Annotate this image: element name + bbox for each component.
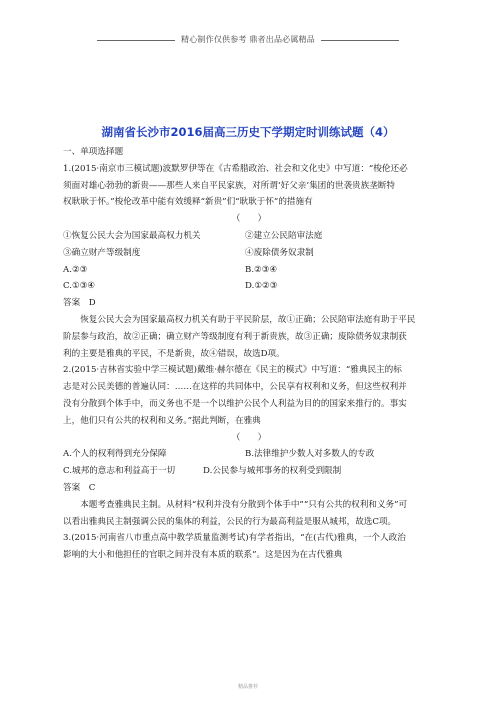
q1-explanation-1: 恢复公民大会为国家最高权力机关有助于平民阶层，故①正确；公民陪审法庭有助于平民 xyxy=(80,314,416,325)
header-text: 精心制作仅供参考 鼎者出品必属精品 xyxy=(181,35,315,44)
q2-choice-a: A.个人的权利得到充分保障 xyxy=(63,449,167,460)
q1-explanation-3: 利的主要是雅典的平民，不是新贵，故④错误，故选D项。 xyxy=(63,348,285,359)
q1-choices-row-1 xyxy=(63,262,435,279)
page-header xyxy=(0,34,496,45)
q1-line-3: 权耿耿于怀。”梭伦改革中能有效缓释“新贵”们“耿耿于怀”的措施有 xyxy=(63,197,313,208)
q2-choices-row-2 xyxy=(63,463,435,480)
q1-line-2: 须面对雄心勃勃的新贵——那些人来自平民家族，对所谓‘好父亲’集团的世袭贵族垄断特 xyxy=(63,180,396,191)
q1-choice-b: B.②③④ xyxy=(245,264,278,275)
section-heading: 一、单项选择题 xyxy=(63,147,124,157)
q1-choices-row-2 xyxy=(63,278,435,295)
q1-choice-c: C.①③④ xyxy=(63,281,96,292)
q2-line-3: 没有分散到个体手中，而义务也不是一个以维护公民个人利益为目的的国家来推行的。事实 xyxy=(63,398,407,409)
q1-choice-a: A.②③ xyxy=(63,264,88,275)
q2-choice-b: B.法律维护少数人对多数人的专政 xyxy=(245,449,375,460)
q1-option-1: ①恢复公民大会为国家最高权力机关 xyxy=(63,230,201,241)
q1-blank: （ ） xyxy=(231,214,267,225)
q2-line-4: 上，他们只有公共的权利和义务。”据此判断，在雅典 xyxy=(63,415,261,426)
q1-option-3: ③确立财产等级制度 xyxy=(63,247,141,258)
q3-line-2: 影响的大小和他担任的官职之间并没有本质的联系”。这是因为在古代雅典 xyxy=(63,550,343,561)
q2-answer: 答案 C xyxy=(63,482,96,493)
page-footer: 精品推荐 xyxy=(237,684,258,690)
header-rule-right xyxy=(321,40,399,41)
q1-choice-d: D.①②③ xyxy=(245,281,278,292)
q2-choices-row-1 xyxy=(63,446,435,463)
q2-line-2: 志是对公民美德的普遍认同：……在这样的共同体中，公民享有权利和义务，但这些权利并 xyxy=(63,382,407,393)
q1-explanation-2: 阶层参与政治，故②正确；确立财产等级制度有利于新贵族，故③正确；废除债务奴隶制获 xyxy=(63,331,407,342)
q2-explanation-2: 以看出雅典民主制强调公民的集体的利益，公民的行为最高利益是服从城邦，故选C项。 xyxy=(63,516,397,527)
q2-line-1: 2.(2015·吉林省实验中学三模试题)戴维·赫尔德在《民主的模式》中写道：“雅典民主的标 xyxy=(63,365,402,376)
q2-choice-d: D.公民参与城邦事务的权利受到限制 xyxy=(203,466,342,477)
document-title: 湖南省长沙市2016届高三历史下学期定时训练试题（4） xyxy=(101,125,395,139)
q2-blank: （ ） xyxy=(231,432,267,443)
q2-choice-c: C.城邦的意志和利益高于一切 xyxy=(63,466,176,477)
q1-line-1: 1.(2015·南京市三模试题)波默罗伊等在《古希腊政治、社会和文化史》中写道：“梭伦还必 xyxy=(63,163,408,174)
q1-answer: 答案 D xyxy=(63,298,96,309)
q3-line-1: 3.(2015·河南省八市重点高中教学质量监测考试)有学者指出，“在(古代)雅典，一个人政治 xyxy=(63,533,406,544)
q1-option-4: ④废除债务奴隶制 xyxy=(245,247,314,258)
q1-option-2: ②建立公民陪审法庭 xyxy=(245,230,323,241)
question-body xyxy=(63,144,435,564)
q1-options-row-2 xyxy=(63,245,435,262)
header-rule-left xyxy=(97,40,175,41)
q1-options-row-1 xyxy=(63,228,435,245)
q2-explanation-1: 本题考查雅典民主制。从材料“权利并没有分散到个体手中”“只有公共的权利和义务”可 xyxy=(80,499,408,510)
